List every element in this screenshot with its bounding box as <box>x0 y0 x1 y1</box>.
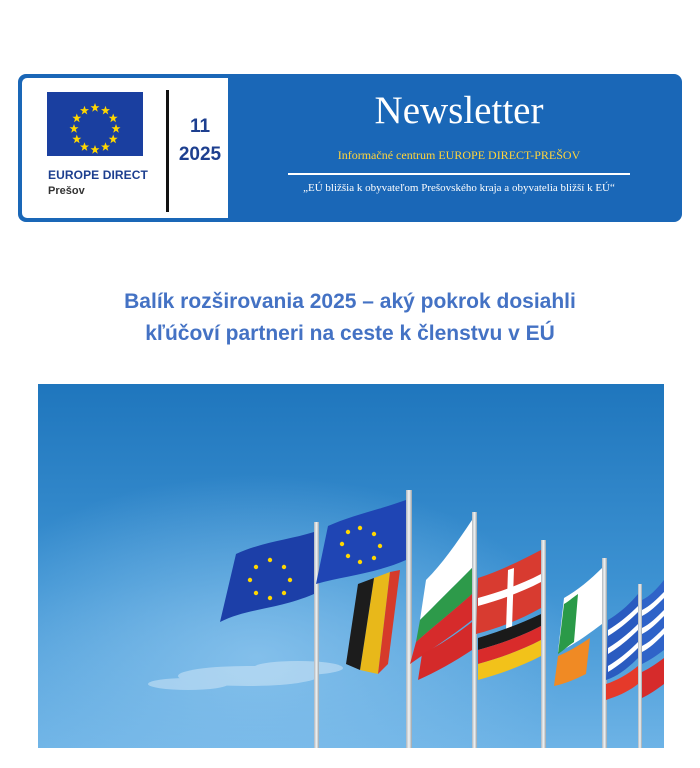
title-divider <box>288 173 630 175</box>
logo-subtitle: Prešov <box>48 185 85 197</box>
flags-photo-icon <box>38 384 664 748</box>
eu-flag-icon <box>47 92 143 156</box>
headline-line-2: kľúčoví partneri na ceste k členstvu v EÚ <box>145 322 555 345</box>
hero-image <box>38 384 664 748</box>
newsletter-banner <box>18 74 682 222</box>
europe-direct-logo <box>22 78 228 218</box>
issue-year: 2025 <box>178 144 222 165</box>
article-headline <box>40 286 660 350</box>
newsletter-title: Newsletter <box>374 89 544 132</box>
logo-divider <box>166 90 169 212</box>
issue-number: 11 <box>189 116 211 137</box>
newsletter-motto: „EÚ bližšia k obyvateľom Prešovského kraja a obyvatelia bližší k EÚ“ <box>303 182 615 194</box>
logo-title: EUROPE DIRECT <box>48 168 148 182</box>
headline-line-1: Balík rozširovania 2025 – aký pokrok dosiahli <box>124 290 576 313</box>
newsletter-subtitle: Informačné centrum EUROPE DIRECT-PREŠOV <box>337 148 581 162</box>
